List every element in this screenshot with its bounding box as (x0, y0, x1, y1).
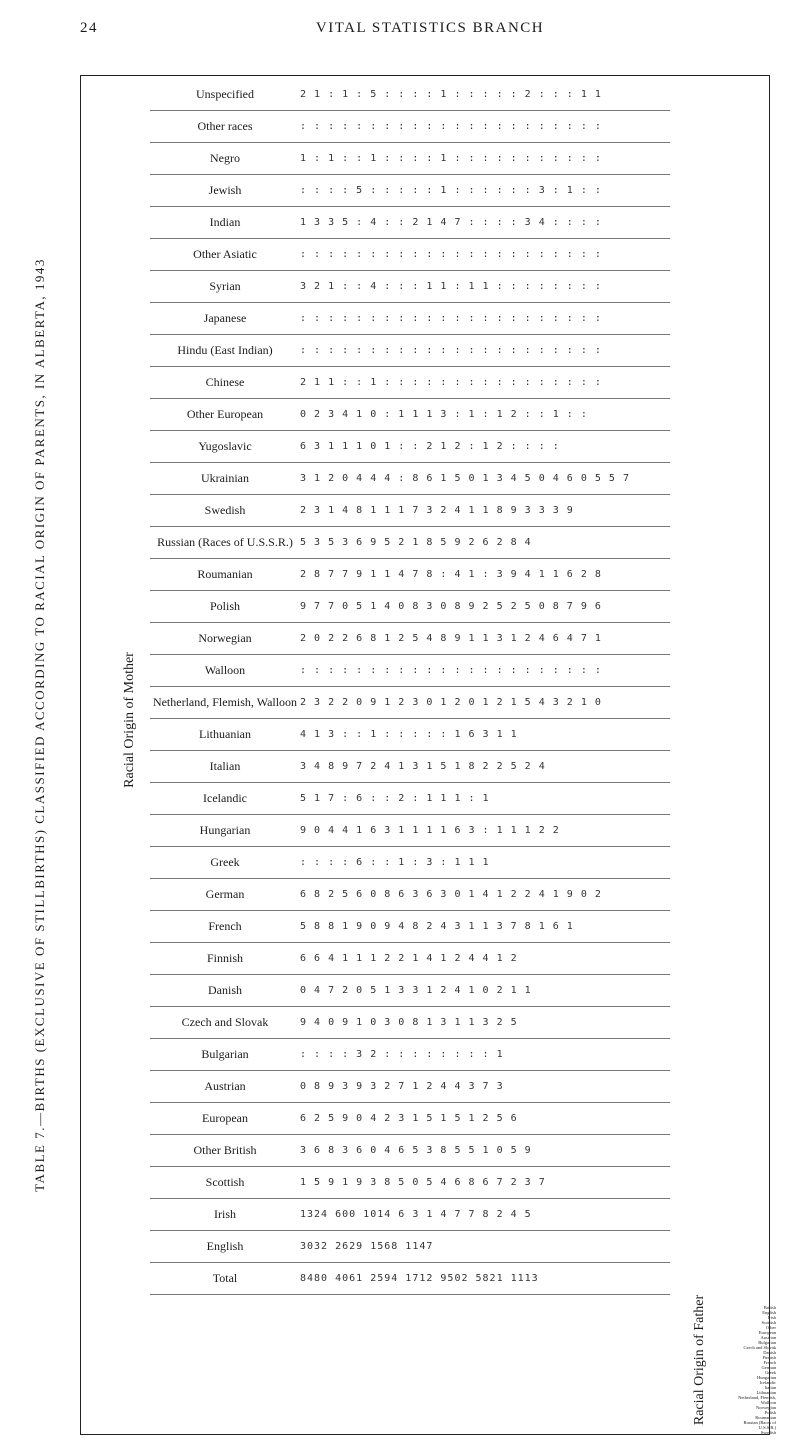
row-label: Lithuanian (756, 1390, 776, 1395)
column-name: Hindu (East Indian) (177, 342, 273, 357)
column-name: Scottish (205, 1174, 245, 1189)
table-column (150, 654, 670, 687)
table-column (150, 750, 670, 783)
column-values: : : : : : : : : : : : : : : : : : : : : : : (300, 344, 602, 356)
column-name: Austrian (204, 1078, 246, 1093)
table-column (150, 366, 670, 399)
column-name: English (206, 1238, 244, 1253)
row-label: Scottish (761, 1320, 776, 1325)
column-name: Unspecified (196, 86, 254, 101)
column-values: 6 3 1 1 1 0 1 : : 2 1 2 : 1 2 : : : : (300, 440, 560, 452)
table-title: TABLE 7.—BIRTHS (EXCLUSIVE OF STILLBIRTHS) CLASSIFIED ACCORDING TO RACIAL ORIGIN OF PARENTS, IN ALBERTA, 1943 (32, 257, 48, 1192)
column-values: 1324 600 1014 6 3 1 4 7 7 8 2 4 5 (300, 1208, 532, 1220)
row-label: Finnish (762, 1355, 776, 1360)
column-values: 2 1 : 1 : 5 : : : : 1 : : : : : 2 : : : 1 1 (300, 88, 602, 100)
row-label: Italian (764, 1385, 776, 1390)
column-values: 5 3 5 3 6 9 5 2 1 8 5 9 2 6 2 8 4 (300, 536, 532, 548)
column-values: : : : : 6 : : 1 : 3 : 1 1 1 (300, 856, 490, 868)
page-header (80, 20, 780, 44)
row-label: French (763, 1360, 776, 1365)
column-values: 3032 2629 1568 1147 (300, 1240, 434, 1252)
column-values: 6 8 2 5 6 0 8 6 3 6 3 0 1 4 1 2 2 4 1 9 0 2 (300, 888, 602, 900)
father-origin-label: Racial Origin of Father (692, 1294, 707, 1426)
column-name: Ukrainian (201, 470, 249, 485)
table-column (150, 334, 670, 367)
column-values: 2 3 1 4 8 1 1 1 7 3 2 4 1 1 8 9 3 3 3 9 (300, 504, 574, 516)
table-column (150, 1198, 670, 1231)
row-label: Greek (765, 1370, 776, 1375)
row-label: Irish (767, 1315, 776, 1320)
row-label: British (763, 1305, 776, 1310)
column-values: 2 3 2 2 0 9 1 2 3 0 1 2 0 1 2 1 5 4 3 2 1 0 (300, 696, 602, 708)
column-name: German (205, 886, 245, 901)
row-label: Hungarian (757, 1375, 776, 1380)
row-label: Russian (Races of (743, 1420, 776, 1425)
column-name: Czech and Slovak (181, 1014, 269, 1029)
row-label: Danish (763, 1350, 776, 1355)
column-values: : : : : 3 2 : : : : : : : : 1 (300, 1048, 504, 1060)
column-values: 6 6 4 1 1 1 2 2 1 4 1 2 4 4 1 2 (300, 952, 518, 964)
column-name: Japanese (203, 310, 247, 325)
table-column (150, 718, 670, 751)
column-values: 3 1 2 0 4 4 4 : 8 6 1 5 0 1 3 4 5 0 4 6 0 5 5 7 (300, 472, 630, 484)
table-column (150, 238, 670, 271)
column-name: Danish (208, 982, 242, 997)
column-name: Bulgarian (201, 1046, 249, 1061)
table-column (150, 1070, 670, 1103)
column-name: Other British (193, 1142, 257, 1157)
column-name: Irish (214, 1206, 236, 1221)
table-column (150, 590, 670, 623)
column-values: 5 1 7 : 6 : : 2 : 1 1 1 : 1 (300, 792, 490, 804)
row-label: European (758, 1330, 776, 1335)
running-head: VITAL STATISTICS BRANCH (315, 20, 545, 36)
column-values: 1 : 1 : : 1 : : : : 1 : : : : : : : : : : : (300, 152, 602, 164)
column-name: Walloon (204, 662, 246, 677)
column-values: 8480 4061 2594 1712 9502 5821 1113 (300, 1272, 539, 1284)
row-label: Netherland, Flemish, (738, 1395, 776, 1400)
column-name: Jewish (208, 182, 242, 197)
column-values: 5 8 8 1 9 0 9 4 8 2 4 3 1 1 3 7 8 1 6 1 (300, 920, 574, 932)
column-values: 0 8 9 3 9 3 2 7 1 2 4 4 3 7 3 (300, 1080, 504, 1092)
column-values: 3 4 8 9 7 2 4 1 3 1 5 1 8 2 2 5 2 4 (300, 760, 546, 772)
column-name: Russian (Races of U.S.S.R.) (157, 534, 293, 549)
column-values: : : : : 5 : : : : : 1 : : : : : : 3 : 1 : : (300, 184, 602, 196)
column-name: Syrian (209, 278, 241, 293)
table-column (150, 942, 670, 975)
row-label: Bulgarian (758, 1340, 776, 1345)
column-rows (150, 78, 670, 1298)
column-name: Netherland, Flemish, Walloon (152, 694, 298, 709)
row-label: Norwegian (756, 1405, 776, 1410)
table-column (150, 142, 670, 175)
column-name: Finnish (206, 950, 243, 965)
table-column (150, 1230, 670, 1263)
mother-origin-label: Racial Origin of Mother (122, 652, 137, 788)
table-column (150, 430, 670, 463)
table-column (150, 206, 670, 239)
row-label: Polish (764, 1410, 776, 1415)
column-name: Polish (209, 598, 240, 613)
column-name: Other races (197, 118, 253, 133)
column-values: : : : : : : : : : : : : : : : : : : : : : : (300, 664, 602, 676)
table-column (150, 270, 670, 303)
column-name: Other European (186, 406, 264, 421)
table-column (150, 1006, 670, 1039)
column-name: French (208, 918, 242, 933)
table-column (150, 686, 670, 719)
table-column (150, 526, 670, 559)
column-name: Swedish (204, 502, 246, 517)
column-values: 2 1 1 : : 1 : : : : : : : : : : : : : : : : (300, 376, 602, 388)
column-name: Total (212, 1270, 238, 1285)
column-values: 0 2 3 4 1 0 : 1 1 1 3 : 1 : 1 2 : : 1 : : (300, 408, 588, 420)
column-values: 1 3 3 5 : 4 : : 2 1 4 7 : : : : 3 4 : : : : (300, 216, 602, 228)
row-label: Other (765, 1325, 776, 1330)
column-values: 9 0 4 4 1 6 3 1 1 1 1 6 3 : 1 1 1 2 2 (300, 824, 560, 836)
table-column (150, 494, 670, 527)
column-values: : : : : : : : : : : : : : : : : : : : : : : (300, 248, 602, 260)
column-values: 2 8 7 7 9 1 1 4 7 8 : 4 1 : 3 9 4 1 1 6 2 8 (300, 568, 602, 580)
column-values: 9 7 7 0 5 1 4 0 8 3 0 8 9 2 5 2 5 0 8 7 9 6 (300, 600, 602, 612)
column-values: : : : : : : : : : : : : : : : : : : : : : : (300, 312, 602, 324)
column-values: 9 4 0 9 1 0 3 0 8 1 3 1 1 3 2 5 (300, 1016, 518, 1028)
column-name: Greek (210, 854, 240, 869)
column-values: 3 2 1 : : 4 : : : 1 1 : 1 1 : : : : : : : : (300, 280, 602, 292)
table-column (150, 878, 670, 911)
column-name: Chinese (205, 374, 245, 389)
row-label: Austrian (760, 1335, 776, 1340)
table-column (150, 302, 670, 335)
column-values: 4 1 3 : : 1 : : : : : 1 6 3 1 1 (300, 728, 518, 740)
table-column (150, 110, 670, 143)
table-column (150, 814, 670, 847)
table-column (150, 558, 670, 591)
column-values: 3 6 8 3 6 0 4 6 5 3 8 5 5 1 0 5 9 (300, 1144, 532, 1156)
column-name: Roumanian (197, 566, 253, 581)
page-number: 24 (80, 20, 98, 36)
column-name: Yugoslavic (198, 438, 252, 453)
column-values: : : : : : : : : : : : : : : : : : : : : : : (300, 120, 602, 132)
table-column (150, 1134, 670, 1167)
table-column (150, 1038, 670, 1071)
column-name: Indian (209, 214, 241, 229)
column-name: Hungarian (199, 822, 251, 837)
table-column (150, 398, 670, 431)
table-column (150, 910, 670, 943)
table-column (150, 974, 670, 1007)
table-column (150, 174, 670, 207)
row-label: Czech and Slovak (743, 1345, 776, 1350)
column-name: Norwegian (198, 630, 252, 645)
column-name: Lithuanian (199, 726, 251, 741)
table-column (150, 622, 670, 655)
column-name: European (202, 1110, 248, 1125)
column-values: 6 2 5 9 0 4 2 3 1 5 1 5 1 2 5 6 (300, 1112, 518, 1124)
table-column (150, 782, 670, 815)
table-column (150, 78, 670, 111)
column-values: 1 5 9 1 9 3 8 5 0 5 4 6 8 6 7 2 3 7 (300, 1176, 546, 1188)
table-column (150, 846, 670, 879)
row-label: Roumanian (755, 1415, 776, 1420)
column-name: Negro (210, 150, 240, 165)
table-column (150, 1102, 670, 1135)
row-label: German (761, 1365, 776, 1370)
row-label: Icelandic (759, 1380, 776, 1385)
column-values: 2 0 2 2 6 8 1 2 5 4 8 9 1 1 3 1 2 4 6 4 7 1 (300, 632, 602, 644)
table-column (150, 1166, 670, 1199)
column-name: Italian (209, 758, 241, 773)
row-label: Walloon (760, 1400, 776, 1405)
table-column (150, 1262, 670, 1295)
column-name: Other Asiatic (193, 246, 257, 261)
column-values: 0 4 7 2 0 5 1 3 3 1 2 4 1 0 2 1 1 (300, 984, 532, 996)
row-label: Swedish (760, 1430, 776, 1435)
row-label: English (762, 1310, 776, 1315)
row-label: U.S.S.R.) (758, 1425, 776, 1430)
column-name: Icelandic (203, 790, 247, 805)
table-column (150, 462, 670, 495)
